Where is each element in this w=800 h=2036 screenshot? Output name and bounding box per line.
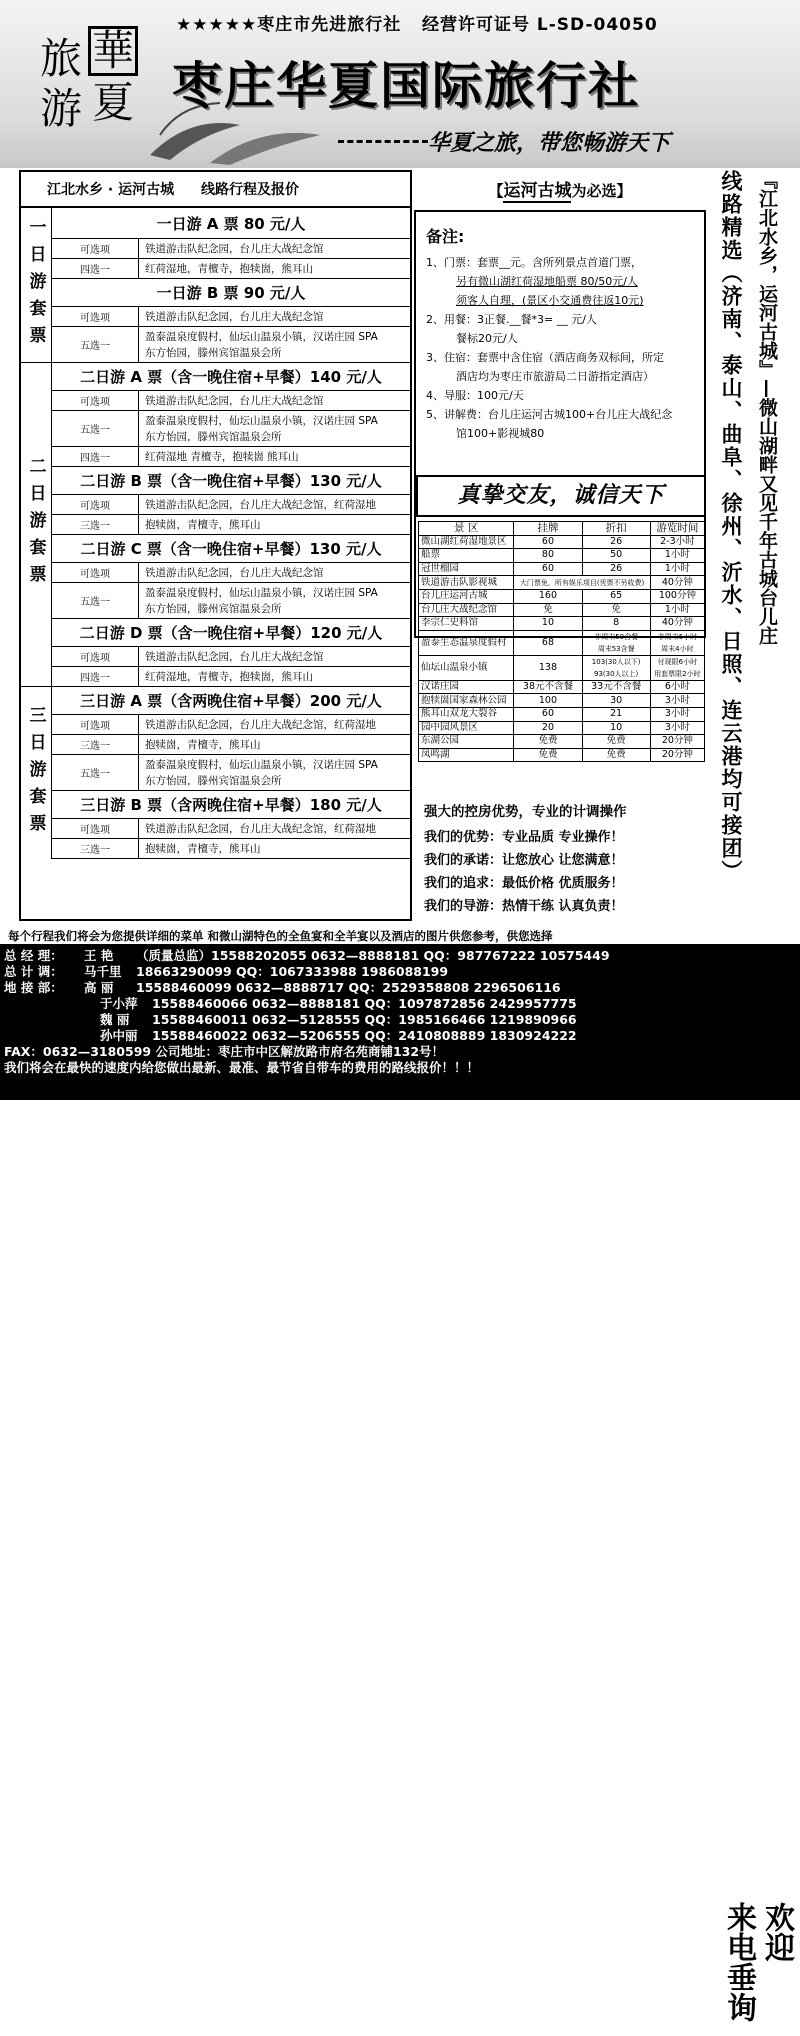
note-line: 馆100+影视城80 [456,427,545,440]
list-price: 免 [514,603,582,617]
package-group-label [21,208,52,363]
contact-row [4,1012,800,1028]
option-type: 五选一 [52,411,139,446]
option-row [52,839,410,859]
price-note: 大门票免，所有娱乐项目(凭票不另收费) [514,576,650,590]
scenic-name: 盈泰生态温泉度假村 [419,630,514,655]
discount-price: 50 [582,549,650,563]
slogan-text: 华夏之旅，带您畅游天下 [428,131,671,156]
visit-duration: 1小时 [650,603,704,617]
option-row [52,239,410,259]
tagline-vertical-text: 『江北水乡，运河古城』—微山湖畔又见千年古城台儿庄 [756,170,778,645]
discount-price: 8 [582,617,650,631]
option-value [145,563,407,582]
cell-line: 93(30人以上) [594,669,639,678]
cell-line: 付现限6小时 [657,657,698,666]
table-row [419,694,705,708]
scenic-name: 船票 [419,549,514,563]
option-row [52,819,410,839]
contact-role: 地 接 部： [4,980,63,995]
page-title: 枣庄华夏国际旅行社 [172,57,640,115]
table-header-cell: 挂牌 [514,522,582,536]
discount-price: 21 [582,707,650,721]
scenic-name: 汉诺庄园 [419,680,514,694]
option-value [145,259,407,278]
must-select-highlight: 运河古城 [503,181,572,201]
option-value [145,239,407,258]
header-banner [0,0,800,168]
ticket-row: 三日游 A 票（含两晚住宿+早餐）200 元/人 [52,687,410,715]
visit-duration: 1小时 [650,562,704,576]
option-type: 四选一 [52,667,139,686]
list-price: 60 [514,707,582,721]
contact-name: 高 丽 [84,980,114,995]
discount-price [582,655,650,680]
contact-name: 于小萍 [100,996,138,1011]
discount-price: 免费 [582,735,650,749]
scenic-name: 台儿庄运河古城 [419,589,514,603]
advantages-title: 强大的控房优势，专业的计调操作 [424,804,627,820]
discount-price: 26 [582,535,650,549]
table-header-row [419,522,705,536]
option-type: 可选项 [52,819,139,838]
ticket-row: 二日游 A 票（含一晚住宿+早餐）140 元/人 [52,363,410,391]
scenic-name: 东湖公园 [419,735,514,749]
logo-char: 游 [39,84,82,133]
table-row [419,535,705,549]
slogan-banner: 真挚交友，诚信天下 [416,475,706,517]
option-value [145,495,407,514]
option-type: 四选一 [52,447,139,466]
table-header-cell: 游览时间 [650,522,704,536]
notes-title: 备注: [426,227,465,246]
right-vertical-column [712,170,794,940]
table-row [419,680,705,694]
cell-line: 周末53含餐 [597,644,635,653]
discount-price: 10 [582,721,650,735]
option-line: 抱犊崮，青檀寺，熊耳山 [145,842,261,855]
option-type: 可选项 [52,391,139,410]
table-row [419,748,705,762]
option-line: 盈泰温泉度假村，仙坛山温泉小镇，汉诺庄园 SPA [145,330,378,343]
list-price: 68 [514,630,582,655]
contact-row [4,996,800,1012]
option-line: 东方怡园，滕州宾馆温泉会所 [145,602,282,615]
cell-line: 非周末50含餐 [594,632,639,641]
cell-line: 周末4小时 [661,644,694,653]
top-line [176,10,658,35]
table-row [419,721,705,735]
option-row [52,391,410,411]
contact-role: 总 经 理： [4,948,63,963]
visit-duration: 100分钟 [650,589,704,603]
option-value [145,735,407,754]
option-line: 抱犊崮，青檀寺，熊耳山 [145,518,261,531]
table-row [419,655,705,680]
must-select-suffix: 为必选 [571,182,617,200]
logo-char: 夏 [91,78,134,127]
contact-info: 15588460099 0632—8888717 QQ：2529358808 2296506116 [136,980,561,995]
table-header-left: 江北水乡 · 运河古城 [47,182,175,198]
option-type: 五选一 [52,755,139,790]
option-value [145,327,407,362]
note-line: 3、住宿：套票中含住宿（酒店商务双标间，所定 [426,351,664,364]
visit-duration [650,655,704,680]
scenic-name: 铁道游击队影视城 [419,576,514,590]
visit-duration: 1小时 [650,549,704,563]
package-group-label [21,687,52,859]
contact-row [4,1028,800,1044]
table-row [419,707,705,721]
visit-duration: 2-3小时 [650,535,704,549]
list-price: 免费 [514,748,582,762]
option-value [145,307,407,326]
option-line: 东方怡园，滕州宾馆温泉会所 [145,430,282,443]
option-row [52,647,410,667]
cell-line: 非周末6小时 [657,632,698,641]
package-group-text: 三日游套票 [25,705,46,841]
discount-price: 33元不含餐 [582,680,650,694]
visit-duration: 3小时 [650,694,704,708]
advantages-section [418,800,708,918]
visit-duration: 6小时 [650,680,704,694]
ticket-row: 二日游 C 票（含一晚住宿+早餐）130 元/人 [52,535,410,563]
option-type: 可选项 [52,307,139,326]
option-line: 东方怡园，滕州宾馆温泉会所 [145,346,282,359]
list-price: 60 [514,535,582,549]
table-row [419,589,705,603]
discount-price: 免费 [582,748,650,762]
table-row [419,603,705,617]
option-value [145,411,407,446]
package-group-text: 二日游套票 [25,457,46,592]
list-price: 160 [514,589,582,603]
contact-name: 孙中丽 [100,1028,138,1043]
option-type: 五选一 [52,327,139,362]
ticket-row: 二日游 D 票（含一晚住宿+早餐）120 元/人 [52,619,410,647]
option-type: 五选一 [52,583,139,618]
discount-price: 30 [582,694,650,708]
option-value [145,515,407,534]
contact-info: 18663290099 QQ：1067333988 1986088199 [136,964,449,979]
note-line: 1、门票：套票__元。含所列景点首道门票， [426,256,642,269]
cell-line: 103(30人以下) [591,657,641,666]
option-line: 盈泰温泉度假村，仙坛山温泉小镇，汉诺庄园 SPA [145,758,378,771]
scenic-name: 凤鸣湖 [419,748,514,762]
table-row [419,562,705,576]
advantages-lines [418,826,708,918]
option-line: 红荷湿地，青檀寺，抱犊崮，熊耳山 [145,262,313,275]
ticket-row: 一日游 A 票 80 元/人 [52,208,410,239]
note-line: 5、讲解费：台儿庄运河古城100+台儿庄大战纪念 [426,408,673,421]
option-line: 东方怡园，滕州宾馆温泉会所 [145,774,282,787]
scenic-price-table [418,521,705,762]
table-row [419,617,705,631]
option-line: 铁道游击队纪念园，台儿庄大战纪念馆 [145,242,324,255]
contact-info: 15588460011 0632—5128555 QQ：1985166466 1219890966 [152,1012,577,1027]
option-line: 盈泰温泉度假村，仙坛山温泉小镇，汉诺庄园 SPA [145,586,378,599]
option-value [145,667,407,686]
option-row [52,515,410,535]
quote-promise: 我们将会在最快的速度内给您做出最新、最准、最节省自带车的费用的路线报价！！！ [4,1060,480,1075]
note-line: 须客人自理，(景区小交通费往返10元) [456,294,644,307]
discount-price: 免 [582,603,650,617]
table-row [419,630,705,655]
option-line: 盈泰温泉度假村，仙坛山温泉小镇，汉诺庄园 SPA [145,414,378,427]
option-row [52,411,410,447]
ticket-row: 一日游 B 票 90 元/人 [52,279,410,307]
option-value [145,447,407,466]
contact-name: 魏 丽 [100,1012,130,1027]
option-type: 三选一 [52,839,139,858]
option-line: 铁道游击队纪念园，台儿庄大战纪念馆，红荷湿地 [145,498,376,511]
visit-duration: 40分钟 [650,576,704,590]
option-row [52,327,410,363]
option-line: 铁道游击队纪念园，台儿庄大战纪念馆，红荷湿地 [145,822,376,835]
advantage-line: 我们的优势：专业品质 专业操作！ [424,830,624,845]
scenic-name: 仙坛山温泉小镇 [419,655,514,680]
list-price: 20 [514,721,582,735]
option-row [52,583,410,619]
note-line: 餐标20元/人 [456,332,518,345]
table-row [419,576,705,590]
option-value [145,391,407,410]
option-value [145,839,407,858]
option-row [52,563,410,583]
option-line: 抱犊崮，青檀寺，熊耳山 [145,738,261,751]
option-value [145,715,407,734]
option-row [52,307,410,327]
welcome-text: 欢迎 [759,1902,794,1962]
note-line: 2、用餐：3正餐.__餐*3= __ 元/人 [426,313,597,326]
list-price: 60 [514,562,582,576]
discount-price: 26 [582,562,650,576]
option-type: 可选项 [52,647,139,666]
list-price: 10 [514,617,582,631]
contact-footer [0,944,800,2022]
option-row [52,755,410,791]
scenic-name: 台儿庄大战纪念馆 [419,603,514,617]
visit-duration: 20分钟 [650,748,704,762]
visit-duration: 20分钟 [650,735,704,749]
option-type: 可选项 [52,495,139,514]
welcome-box [714,1896,796,2036]
contact-info: （质量总监）15588202055 0632—8888181 QQ：987767222 10575449 [136,948,610,963]
list-price: 100 [514,694,582,708]
ground-staff-rows [4,980,800,1044]
option-value [145,819,407,838]
ticket-row: 三日游 B 票（含两晚住宿+早餐）180 元/人 [52,791,410,819]
contact-info: 15588460066 0632—8888181 QQ：1097872856 2429957775 [152,996,577,1011]
scenic-name: 园中园风景区 [419,721,514,735]
table-header-cell: 景 区 [419,522,514,536]
advantage-line: 我们的承诺：让您放心 让您满意！ [424,853,624,868]
note-line: 另有微山湖红荷湿地船票 80/50元/人 [456,275,638,288]
option-row [52,667,410,687]
option-type: 可选项 [52,715,139,734]
option-line: 红荷湿地 青檀寺，抱犊崮 熊耳山 [145,450,299,463]
visit-duration: 3小时 [650,721,704,735]
option-value [145,647,407,666]
welcome-call-text: 来电垂询 [721,1902,756,2022]
contact-name: 马千里 [84,964,122,979]
option-line: 红荷湿地，青檀寺，抱犊崮，熊耳山 [145,670,313,683]
logo-char: 旅 [39,34,82,83]
table-row [419,549,705,563]
contact-name: 王 艳 [84,948,114,963]
option-row [52,495,410,515]
list-price: 免费 [514,735,582,749]
contact-role: 总 计 调： [4,964,63,979]
route-selection-text: 线路精选（济南、泰山、曲阜、徐州、沂水、日照、连云港均可接团） [719,170,743,883]
option-type: 四选一 [52,259,139,278]
logo-char: 華 [88,26,138,76]
discount-price [582,630,650,655]
option-line: 铁道游击队纪念园，台儿庄大战纪念馆 [145,394,324,407]
package-group-label [21,363,52,687]
license-number: 经营许可证号 L-SD-04050 [421,15,658,35]
option-line: 铁道游击队纪念园，台儿庄大战纪念馆 [145,310,324,323]
notes-lines [426,253,696,443]
option-line: 铁道游击队纪念园，台儿庄大战纪念馆 [145,566,324,579]
note-line: 4、导服：100元/天 [426,389,524,402]
option-type: 三选一 [52,515,139,534]
fax-address: FAX：0632—3180599 公司地址：枣庄市中区解放路市府名苑商铺132号！ [4,1044,445,1059]
scenic-name: 冠世榴园 [419,562,514,576]
table-header-right: 线路行程及报价 [200,182,299,198]
option-line: 铁道游击队纪念园，台儿庄大战纪念馆，红荷湿地 [145,718,376,731]
scenic-name: 抱犊崮国家森林公园 [419,694,514,708]
scenic-name: 微山湖红荷湿地景区 [419,535,514,549]
scenic-name: 熊耳山双龙大裂谷 [419,707,514,721]
option-row [52,735,410,755]
note-line: 酒店均为枣庄市旅游局二日游指定酒店） [456,370,654,383]
advantage-line: 我们的追求：最低价格 优质服务！ [424,876,624,891]
table-row [419,735,705,749]
contact-row [4,964,800,980]
star-rating-icon: ★★★★★ [176,15,258,35]
ticket-row: 二日游 B 票（含一晚住宿+早餐）130 元/人 [52,467,410,495]
option-type: 可选项 [52,239,139,258]
award-text: 枣庄市先进旅行社 [257,15,402,35]
contact-info: 15588460022 0632—5206555 QQ：2410808889 1830924222 [152,1028,577,1043]
scenic-price-table-body [419,522,705,762]
itinerary-table-header [21,172,410,208]
package-group-text: 一日游套票 [25,217,46,353]
option-row [52,259,410,279]
option-row [52,447,410,467]
cell-line: 用套票限2小时 [654,669,701,678]
option-type: 三选一 [52,735,139,754]
visit-duration [650,630,704,655]
list-price: 80 [514,549,582,563]
contact-row [4,948,800,964]
visit-duration: 40分钟 [650,617,704,631]
contact-row [4,980,800,996]
footer-intro: 每个行程我们将会为您提供详细的菜单 和微山湖特色的全鱼宴和全羊宴以及酒店的图片供您参考，供您选择 [8,929,553,943]
option-value [145,755,407,790]
must-select-header: 【运河古城为必选】 [488,181,632,201]
slogan [332,126,670,157]
list-price: 138 [514,655,582,680]
scenic-name: 李宗仁史料馆 [419,617,514,631]
visit-duration: 3小时 [650,707,704,721]
itinerary-table [19,170,412,921]
list-price: 38元不含餐 [514,680,582,694]
discount-price: 65 [582,589,650,603]
option-row [52,715,410,735]
option-line: 铁道游击队纪念园，台儿庄大战纪念馆 [145,650,324,663]
option-value [145,583,407,618]
company-logo [36,26,140,133]
table-header-cell: 折扣 [582,522,650,536]
advantage-line: 我们的导游：热情干练 认真负责！ [424,899,624,914]
option-type: 可选项 [52,563,139,582]
